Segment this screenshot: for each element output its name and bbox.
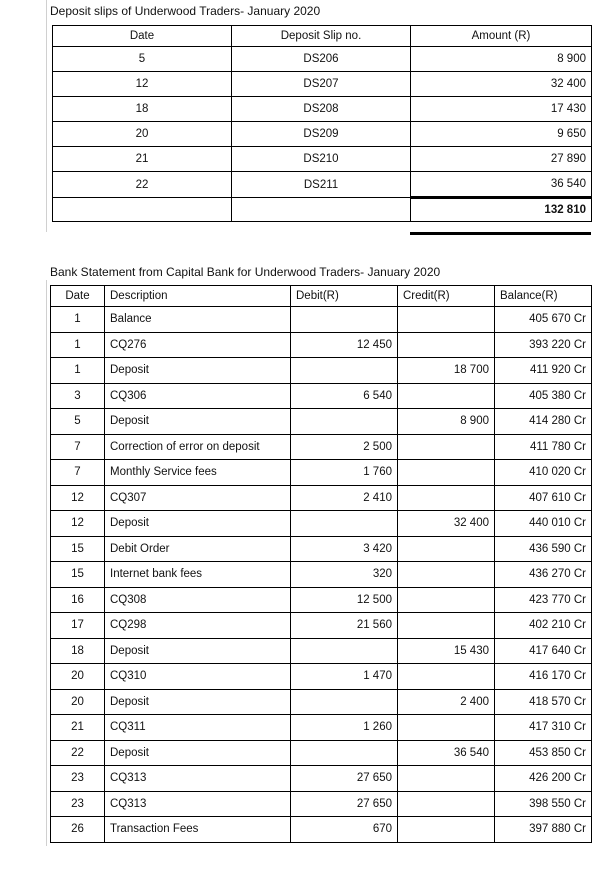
slip-date: 5 bbox=[53, 47, 232, 72]
slip-date: 22 bbox=[53, 172, 232, 198]
entry-credit: 2 400 bbox=[398, 689, 495, 715]
entry-description: CQ310 bbox=[105, 664, 291, 690]
bank-statement-row bbox=[51, 664, 592, 690]
bank-statement-row bbox=[51, 358, 592, 384]
deposit-slips-total: 132 810 bbox=[411, 198, 592, 222]
entry-balance: 436 270 Cr bbox=[495, 562, 592, 588]
entry-debit: 2 410 bbox=[291, 485, 398, 511]
bank-statement-row bbox=[51, 791, 592, 817]
bank-statement-header-row bbox=[51, 286, 592, 307]
entry-date: 1 bbox=[51, 332, 105, 358]
entry-balance: 410 020 Cr bbox=[495, 460, 592, 486]
deposit-slip-row bbox=[53, 147, 592, 172]
entry-debit: 3 420 bbox=[291, 536, 398, 562]
entry-debit: 670 bbox=[291, 817, 398, 843]
total-empty-date bbox=[53, 198, 232, 222]
entry-credit: 15 430 bbox=[398, 638, 495, 664]
entry-description: CQ276 bbox=[105, 332, 291, 358]
entry-date: 21 bbox=[51, 715, 105, 741]
entry-balance: 417 310 Cr bbox=[495, 715, 592, 741]
slip-number: DS209 bbox=[232, 122, 411, 147]
entry-date: 12 bbox=[51, 485, 105, 511]
entry-debit bbox=[291, 511, 398, 537]
slip-amount: 27 890 bbox=[411, 147, 592, 172]
entry-date: 26 bbox=[51, 817, 105, 843]
entry-date: 7 bbox=[51, 434, 105, 460]
header-description: Description bbox=[105, 286, 291, 307]
bank-statement-row bbox=[51, 613, 592, 639]
deposit-slip-row bbox=[53, 72, 592, 97]
entry-description: Deposit bbox=[105, 689, 291, 715]
entry-debit bbox=[291, 358, 398, 384]
entry-date: 15 bbox=[51, 536, 105, 562]
entry-credit bbox=[398, 766, 495, 792]
bank-statement-row bbox=[51, 740, 592, 766]
slip-date: 18 bbox=[53, 97, 232, 122]
entry-balance: 436 590 Cr bbox=[495, 536, 592, 562]
bank-statement-row bbox=[51, 511, 592, 537]
deposit-slip-row bbox=[53, 172, 592, 198]
entry-date: 7 bbox=[51, 460, 105, 486]
entry-description: CQ307 bbox=[105, 485, 291, 511]
header-credit: Credit(R) bbox=[398, 286, 495, 307]
bank-statement-row bbox=[51, 562, 592, 588]
entry-credit bbox=[398, 587, 495, 613]
bank-statement-row bbox=[51, 307, 592, 333]
entry-description: CQ298 bbox=[105, 613, 291, 639]
entry-credit bbox=[398, 383, 495, 409]
deposit-slips-header-row bbox=[53, 26, 592, 47]
bank-statement-row bbox=[51, 689, 592, 715]
entry-credit bbox=[398, 460, 495, 486]
header-balance: Balance(R) bbox=[495, 286, 592, 307]
entry-debit: 1 470 bbox=[291, 664, 398, 690]
entry-credit: 36 540 bbox=[398, 740, 495, 766]
entry-debit: 27 650 bbox=[291, 766, 398, 792]
slip-number: DS210 bbox=[232, 147, 411, 172]
entry-balance: 397 880 Cr bbox=[495, 817, 592, 843]
slip-amount: 36 540 bbox=[411, 172, 592, 198]
bank-statement-row bbox=[51, 715, 592, 741]
entry-description: Correction of error on deposit bbox=[105, 434, 291, 460]
entry-balance: 426 200 Cr bbox=[495, 766, 592, 792]
entry-date: 1 bbox=[51, 307, 105, 333]
entry-date: 20 bbox=[51, 689, 105, 715]
entry-debit: 27 650 bbox=[291, 791, 398, 817]
slip-amount: 8 900 bbox=[411, 47, 592, 72]
bank-statement-row bbox=[51, 460, 592, 486]
entry-debit: 12 500 bbox=[291, 587, 398, 613]
entry-date: 12 bbox=[51, 511, 105, 537]
entry-date: 20 bbox=[51, 664, 105, 690]
header-date: Date bbox=[51, 286, 105, 307]
deposit-slip-row bbox=[53, 47, 592, 72]
entry-description: CQ306 bbox=[105, 383, 291, 409]
total-double-underline bbox=[410, 232, 591, 235]
slip-date: 21 bbox=[53, 147, 232, 172]
bank-statement-row bbox=[51, 434, 592, 460]
entry-debit bbox=[291, 689, 398, 715]
entry-debit: 21 560 bbox=[291, 613, 398, 639]
entry-description: Deposit bbox=[105, 740, 291, 766]
entry-description: Deposit bbox=[105, 409, 291, 435]
bank-statement-row bbox=[51, 409, 592, 435]
slip-date: 12 bbox=[53, 72, 232, 97]
entry-credit bbox=[398, 664, 495, 690]
entry-description: CQ313 bbox=[105, 791, 291, 817]
bank-statement-table bbox=[50, 285, 592, 843]
bank-statement-row bbox=[51, 638, 592, 664]
entry-balance: 393 220 Cr bbox=[495, 332, 592, 358]
entry-balance: 411 920 Cr bbox=[495, 358, 592, 384]
slip-number: DS208 bbox=[232, 97, 411, 122]
entry-date: 15 bbox=[51, 562, 105, 588]
entry-credit: 18 700 bbox=[398, 358, 495, 384]
slip-amount: 32 400 bbox=[411, 72, 592, 97]
entry-credit: 32 400 bbox=[398, 511, 495, 537]
entry-balance: 405 380 Cr bbox=[495, 383, 592, 409]
entry-date: 3 bbox=[51, 383, 105, 409]
entry-debit: 1 260 bbox=[291, 715, 398, 741]
slip-number: DS207 bbox=[232, 72, 411, 97]
entry-date: 23 bbox=[51, 766, 105, 792]
entry-description: Internet bank fees bbox=[105, 562, 291, 588]
slip-number: DS206 bbox=[232, 47, 411, 72]
entry-debit: 2 500 bbox=[291, 434, 398, 460]
entry-date: 16 bbox=[51, 587, 105, 613]
entry-credit bbox=[398, 613, 495, 639]
deposit-slip-row bbox=[53, 122, 592, 147]
entry-debit: 12 450 bbox=[291, 332, 398, 358]
total-empty-slip bbox=[232, 198, 411, 222]
entry-date: 23 bbox=[51, 791, 105, 817]
entry-description: Monthly Service fees bbox=[105, 460, 291, 486]
entry-description: Deposit bbox=[105, 638, 291, 664]
entry-balance: 453 850 Cr bbox=[495, 740, 592, 766]
page-frame-bottom bbox=[46, 280, 47, 846]
header-deposit-slip-no: Deposit Slip no. bbox=[232, 26, 411, 47]
entry-balance: 440 010 Cr bbox=[495, 511, 592, 537]
slip-amount: 9 650 bbox=[411, 122, 592, 147]
entry-balance: 414 280 Cr bbox=[495, 409, 592, 435]
entry-credit bbox=[398, 562, 495, 588]
bank-statement-row bbox=[51, 536, 592, 562]
entry-balance: 402 210 Cr bbox=[495, 613, 592, 639]
bank-statement-row bbox=[51, 587, 592, 613]
entry-date: 1 bbox=[51, 358, 105, 384]
entry-credit bbox=[398, 715, 495, 741]
entry-debit: 1 760 bbox=[291, 460, 398, 486]
entry-credit bbox=[398, 817, 495, 843]
entry-debit bbox=[291, 740, 398, 766]
entry-credit bbox=[398, 307, 495, 333]
entry-description: Balance bbox=[105, 307, 291, 333]
entry-balance: 416 170 Cr bbox=[495, 664, 592, 690]
entry-description: CQ308 bbox=[105, 587, 291, 613]
deposit-slips-total-row bbox=[53, 198, 592, 222]
entry-balance: 417 640 Cr bbox=[495, 638, 592, 664]
header-date: Date bbox=[53, 26, 232, 47]
bank-statement-row bbox=[51, 485, 592, 511]
deposit-slip-row bbox=[53, 97, 592, 122]
entry-debit bbox=[291, 307, 398, 333]
entry-balance: 423 770 Cr bbox=[495, 587, 592, 613]
entry-balance: 407 610 Cr bbox=[495, 485, 592, 511]
bank-statement-row bbox=[51, 766, 592, 792]
entry-debit bbox=[291, 409, 398, 435]
bank-statement-row bbox=[51, 332, 592, 358]
entry-description: Debit Order bbox=[105, 536, 291, 562]
deposit-slips-title: Deposit slips of Underwood Traders- January 2020 bbox=[50, 4, 321, 18]
bank-statement-row bbox=[51, 817, 592, 843]
entry-debit: 6 540 bbox=[291, 383, 398, 409]
entry-balance: 418 570 Cr bbox=[495, 689, 592, 715]
entry-debit: 320 bbox=[291, 562, 398, 588]
entry-credit bbox=[398, 791, 495, 817]
entry-balance: 398 550 Cr bbox=[495, 791, 592, 817]
entry-credit bbox=[398, 434, 495, 460]
page-frame-top bbox=[46, 0, 47, 232]
entry-credit bbox=[398, 485, 495, 511]
entry-balance: 411 780 Cr bbox=[495, 434, 592, 460]
entry-credit: 8 900 bbox=[398, 409, 495, 435]
entry-balance: 405 670 Cr bbox=[495, 307, 592, 333]
entry-credit bbox=[398, 536, 495, 562]
entry-date: 5 bbox=[51, 409, 105, 435]
entry-date: 17 bbox=[51, 613, 105, 639]
entry-description: Transaction Fees bbox=[105, 817, 291, 843]
bank-statement-title: Bank Statement from Capital Bank for Underwood Traders- January 2020 bbox=[50, 265, 441, 279]
slip-number: DS211 bbox=[232, 172, 411, 198]
entry-description: Deposit bbox=[105, 358, 291, 384]
header-debit: Debit(R) bbox=[291, 286, 398, 307]
entry-date: 22 bbox=[51, 740, 105, 766]
entry-debit bbox=[291, 638, 398, 664]
entry-description: Deposit bbox=[105, 511, 291, 537]
slip-date: 20 bbox=[53, 122, 232, 147]
slip-amount: 17 430 bbox=[411, 97, 592, 122]
entry-credit bbox=[398, 332, 495, 358]
bank-statement-row bbox=[51, 383, 592, 409]
header-amount: Amount (R) bbox=[411, 26, 592, 47]
deposit-slips-table bbox=[52, 25, 592, 222]
entry-date: 18 bbox=[51, 638, 105, 664]
entry-description: CQ313 bbox=[105, 766, 291, 792]
entry-description: CQ311 bbox=[105, 715, 291, 741]
